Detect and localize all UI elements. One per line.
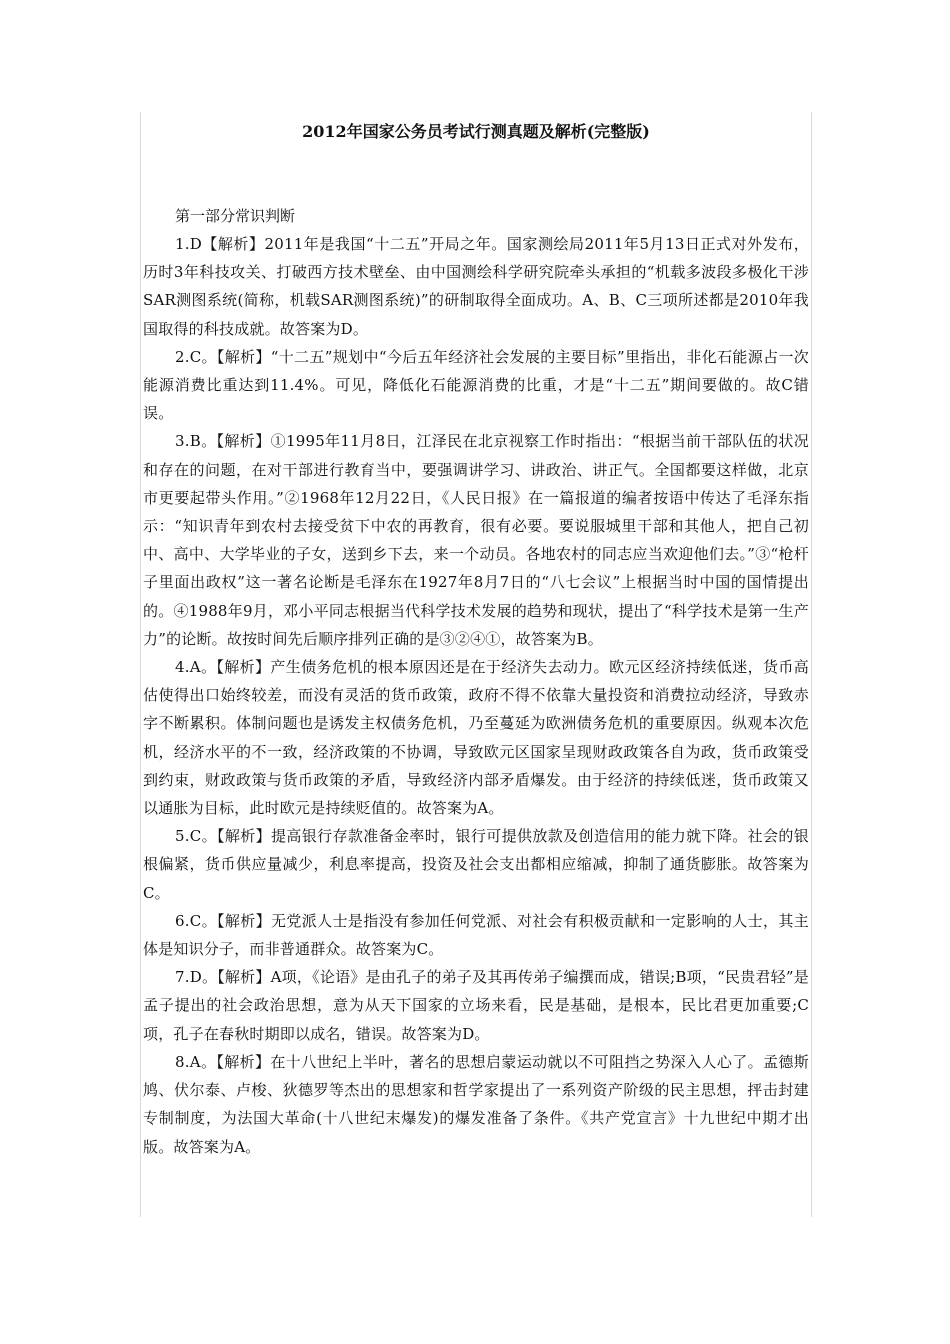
answer-paragraph-5: 5.C。【解析】提高银行存款准备金率时，银行可提供放款及创造信用的能力就下降。社会的银根偏紧，货币供应量减少，利息率提高，投资及社会支出都相应缩减，抑制了通货膨胀。故答案为C。 xyxy=(143,827,809,902)
answer-paragraph-3: 3.B。【解析】①1995年11月8日，江泽民在北京视察工作时指出：“根据当前干部队伍的状况和存在的问题，在对干部进行教育当中，要强调讲学习、讲政治、讲正气。全国都要这样做，北京市更要起带头作用。”②1968年12月22日，《人民日报》在一篇报道的编者按语中传达了毛泽东指示：“知识青年到农村去接受贫下中农的再教育，很有必要。要说服城里干部和其他人，把自己初中、高中、大学毕业的子女，送到乡下去，来一个动员。各地农村的同志应当欢迎他们去。”③“枪杆子里面出政权”这一著名论断是毛泽东在1927年8月7日的“八七会议”上根据当时中国的国情提出的。④1988年9月，邓小平同志根据当代科学技术发展的趋势和现状，提出了“科学技术是第一生产力”的论断。故按时间先后顺序排列正确的是③②④①，故答案为B。 xyxy=(143,432,809,648)
answer-paragraph-1: 1.D【解析】2011年是我国“十二五”开局之年。国家测绘局2011年5月13日正式对外发布，历时3年科技攻关、打破西方技术壁垒、由中国测绘科学研究院牵头承担的“机载多波段多极化干涉SAR测图系统(简称，机载SAR测图系统)”的研制取得全面成功。A、B、C三项所述都是2010年我国取得的科技成就。故答案为D。 xyxy=(143,235,809,338)
answer-paragraph-2: 2.C。【解析】“十二五”规划中“今后五年经济社会发展的主要目标”里指出，非化石能源占一次能源消费比重达到11.4%。可见，降低化石能源消费的比重，才是“十二五”期间要做的。故C错误。 xyxy=(143,347,809,423)
document-page xyxy=(143,112,809,1161)
answer-paragraph-4: 4.A。【解析】产生债务危机的根本原因还是在于经济失去动力。欧元区经济持续低迷，货币高估使得出口始终较差，而没有灵活的货币政策，政府不得不依靠大量投资和消费拉动经济，导致赤字不断累积。体制问题也是诱发主权债务危机，乃至蔓延为欧洲债务危机的重要原因。纵观本次危机，经济水平的不一致，经济政策的不协调，导致欧元区国家呈现财政政策各自为政，货币政策受到约束，财政政策与货币政策的矛盾，导致经济内部矛盾爆发。由于经济的持续低迷，货币政策又以通胀为目标，此时欧元是持续贬值的。故答案为A。 xyxy=(143,658,809,818)
section-heading: 第一部分常识判断 xyxy=(175,207,296,225)
document-title: 2012年国家公务员考试行测真题及解析(完整版) xyxy=(302,122,650,141)
answer-paragraph-7: 7.D。【解析】A项，《论语》是由孔子的弟子及其再传弟子编撰而成，错误;B项，“民贵君轻”是孟子提出的社会政治思想，意为从天下国家的立场来看，民是基础，是根本，民比君更加重要;C项，孔子在春秋时期即以成名，错误。故答案为D。 xyxy=(143,968,809,1043)
answer-paragraph-8: 8.A。【解析】在十八世纪上半叶，著名的思想启蒙运动就以不可阻挡之势深入人心了。孟德斯鸠、伏尔泰、卢梭、狄德罗等杰出的思想家和哲学家提出了一系列资产阶级的民主思想，抨击封建专制制度，为法国大革命(十八世纪末爆发)的爆发准备了条件。《共产党宣言》十九世纪中期才出版。故答案为A。 xyxy=(143,1052,809,1156)
page-border-left xyxy=(140,112,141,1217)
page-border-right xyxy=(811,112,812,1217)
answer-paragraph-6: 6.C。【解析】无党派人士是指没有参加任何党派、对社会有积极贡献和一定影响的人士，其主体是知识分子，而非普通群众。故答案为C。 xyxy=(143,911,809,959)
